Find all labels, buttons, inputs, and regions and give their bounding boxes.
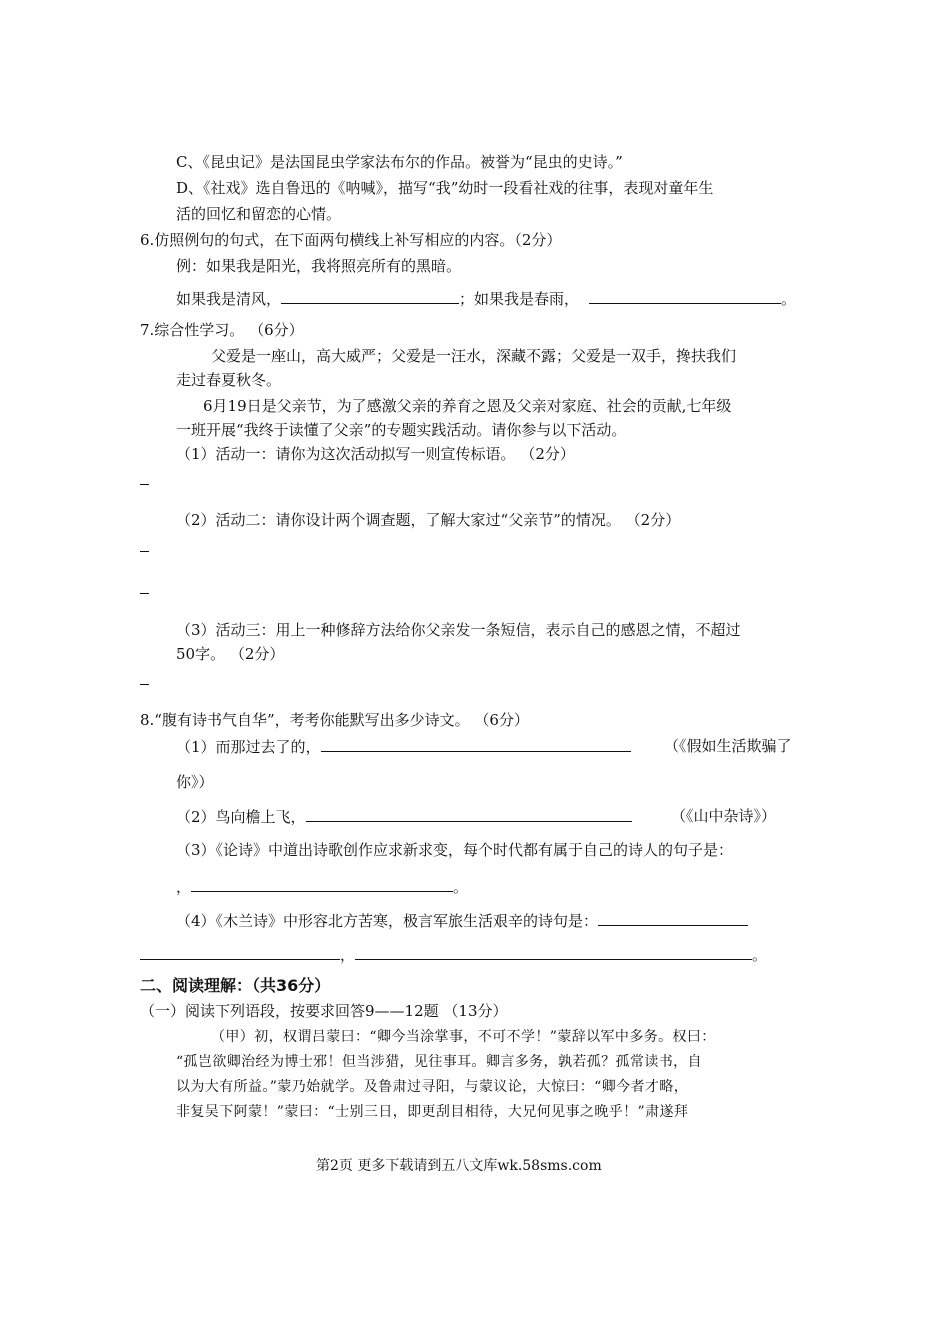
q7-paragraph1-line2: 走过春夏秋冬。 [176,371,282,389]
q5-option-c: C、《昆虫记》是法国昆虫学家法布尔的作品。被誉为“昆虫的史诗。” [176,153,623,171]
section2-subheading: （一）阅读下列语段，按要求回答9——12题 （13分） [140,1002,508,1020]
classical-text-line1: （甲）初，权谓吕蒙曰：“卿今当涂掌事，不可不学！”蒙辞以军中多务。权曰： [211,1029,716,1045]
q8-item1 [176,736,631,757]
q7-activity2-answer-line-1[interactable] [140,551,149,552]
q8-item4-end: 。 [752,946,768,964]
q8-item2-blank[interactable] [306,806,632,822]
page-footer: 第2页 更多下载请到五八文库wk.58sms.com [316,1158,602,1174]
q8-item1-source-cont: 你》） [176,773,214,791]
q6-blank-a-prefix: 如果我是清风， [176,290,282,308]
q6-title: 6.仿照例句的句式，在下面两句横线上补写相应的内容。（2分） [140,231,562,249]
classical-text-line3: 以为大有所益。”蒙乃始就学。及鲁肃过寻阳，与蒙议论，大惊曰：“卿今者才略， [176,1079,689,1095]
q8-item3-blank[interactable] [191,876,453,892]
q6-blank-b[interactable] [589,288,781,304]
q8-item3-answer [176,876,468,897]
q6-blank-b-prefix: ；如果我是春雨， [459,290,580,308]
q8-item1-source: （《假如生活欺骗了 [664,737,792,755]
section2-heading: 二、阅读理解：（共36分） [140,976,331,995]
q8-item2 [176,806,632,827]
q8-item4-blank-c[interactable] [355,944,752,960]
q8-item4-prompt: （4）《木兰诗》中形容北方苦寒，极言军旅生活艰辛的诗句是： [176,912,599,930]
q7-activity1-answer-line[interactable] [140,484,149,485]
q7-paragraph2-line2: 一班开展“我终于读懂了父亲”的专题实践活动。请你参与以下活动。 [176,421,627,439]
q5-option-d-line2: 活的回忆和留恋的心情。 [176,205,342,223]
q8-item4 [176,910,748,931]
q6-answer-line [176,288,796,309]
q7-activity2-answer-line-2[interactable] [140,593,149,594]
q8-item3-comma: ， [176,878,192,896]
q6-blank-a[interactable] [281,288,459,304]
q8-item3: （3）《论诗》中道出诗歌创作应求新求变，每个时代都有属于自己的诗人的句子是： [176,841,734,859]
classical-text-line4: 非复吴下阿蒙！”蒙曰：“士别三日，即更刮目相待，大兄何见事之晚乎！”肃遂拜 [176,1104,689,1120]
q7-activity3-answer-line[interactable] [140,684,149,685]
q7-title: 7.综合性学习。 （6分） [140,321,304,339]
q8-item4-answer [140,944,767,965]
q5-option-d-line1: D、《社戏》选自鲁迅的《呐喊》，描写“我”幼时一段看社戏的往事，表现对童年生 [176,179,714,197]
q8-item4-blank-b[interactable] [140,944,340,960]
q6-example: 例：如果我是阳光，我将照亮所有的黑暗。 [176,257,462,275]
classical-text-line2: “孤岂欲卿治经为博士邪！但当涉猎，见往事耳。卿言多务，孰若孤？孤常读书，自 [176,1054,702,1070]
q8-item1-blank[interactable] [321,736,631,752]
q8-item1-prefix: （1）而那过去了的， [176,738,321,756]
q7-activity2: （2）活动二：请你设计两个调查题，了解大家过“父亲节”的情况。 （2分） [176,511,681,529]
q7-paragraph2-line1: 6月19日是父亲节，为了感激父亲的养育之恩及父亲对家庭、社会的贡献,七年级 [203,397,732,415]
q7-activity1: （1）活动一：请你为这次活动拟写一则宣传标语。 （2分） [176,445,575,463]
q8-item4-comma: ， [340,946,356,964]
q7-activity3-line1: （3）活动三：用上一种修辞方法给你父亲发一条短信，表示自己的感恩之情，不超过 [176,621,741,639]
q8-item3-end: 。 [453,878,469,896]
q6-end-mark: 。 [781,290,797,308]
q8-item4-blank-a[interactable] [598,910,748,926]
q7-paragraph1-line1: 父爱是一座山，高大威严；父爱是一汪水，深藏不露；父爱是一双手，搀扶我们 [211,347,737,365]
q7-activity3-line2: 50字。 （2分） [176,645,285,663]
q8-title: 8.“腹有诗书气自华”，考考你能默写出多少诗文。 （6分） [140,711,529,729]
q8-item2-prefix: （2）鸟向檐上飞， [176,808,306,826]
q8-item2-source: （《山中杂诗》） [671,807,777,825]
